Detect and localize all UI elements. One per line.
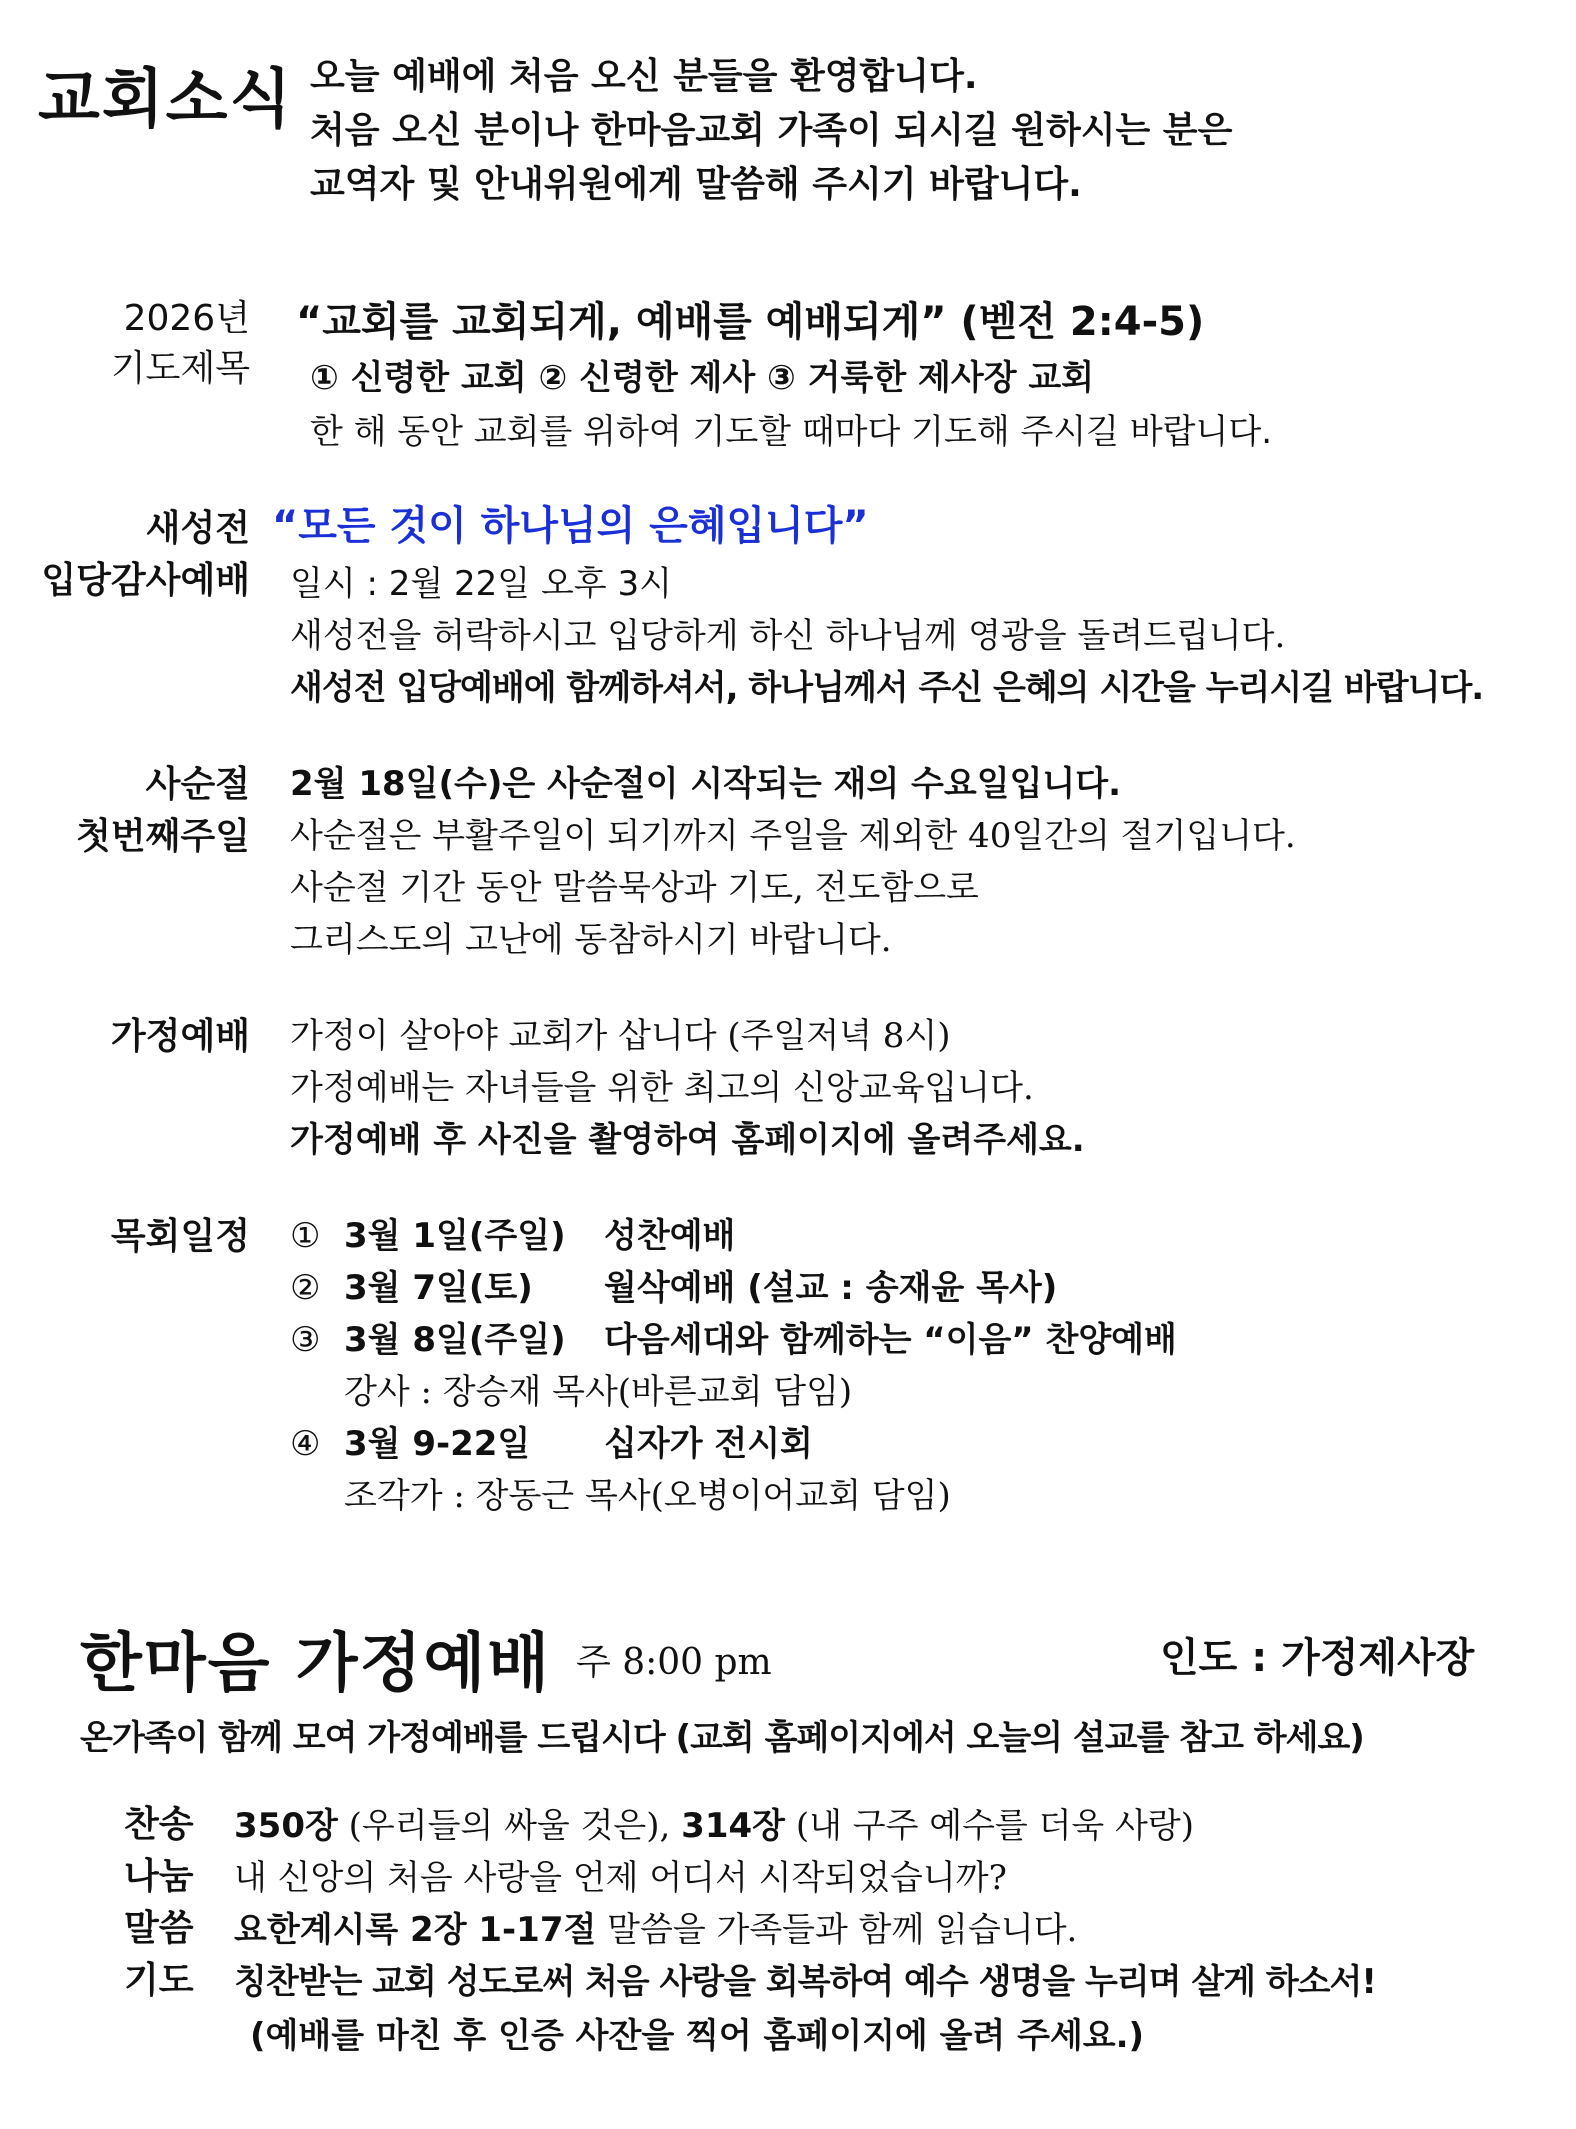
home-worship-time: 주 8:00 pm	[576, 1642, 772, 1683]
home-worship-intro: 온가족이 함께 모여 가정예배를 드립시다 (교회 홈페이지에서 오늘의 설교를 참고 하세요)	[80, 1718, 1364, 1758]
share-question: 내 신앙의 처음 사랑을 언제 어디서 시작되었습니까?	[234, 1858, 1007, 1898]
home-worship-leader: 인도 : 가정제사장	[1160, 1635, 1475, 1681]
hymn-label: 찬송	[124, 1804, 194, 1845]
schedule-item	[290, 1416, 813, 1465]
share-label: 나눔	[124, 1856, 194, 1897]
dedication-line-2: 새성전 입당예배에 함께하셔서, 하나님께서 주신 은혜의 시간을 누리시길 바랍니다.	[290, 668, 1484, 708]
schedule-item-num: ④	[290, 1424, 321, 1464]
schedule-item	[290, 1312, 1177, 1361]
schedule-item-date: 3월 7일(토)	[344, 1268, 533, 1308]
schedule-item-sub: 강사 : 장승재 목사(바른교회 담임)	[344, 1372, 853, 1412]
schedule-item	[290, 1208, 735, 1257]
lent-line-1: 2월 18일(수)은 사순절이 시작되는 재의 수요일입니다.	[290, 764, 1122, 804]
news-title: 교회소식	[38, 63, 294, 137]
word-reference: 요한계시록 2장 1-17절	[234, 1910, 597, 1950]
hymn-a-number: 350장	[234, 1806, 338, 1846]
home-worship-title: 한마음 가정예배	[80, 1627, 552, 1701]
family-line-1: 가정이 살아야 교회가 삽니다 (주일저녁 8시)	[290, 1016, 951, 1056]
dedication-label-2: 입당감사예배	[41, 560, 250, 601]
lent-line-2: 사순절은 부활주일이 되기까지 주일을 제외한 40일간의 절기입니다.	[290, 816, 1296, 856]
prayer-item-text: 칭찬받는 교회 성도로써 처음 사랑을 회복하여 예수 생명을 누리며 살게 하소서!	[234, 1962, 1376, 2002]
hymn-b-number: 314장	[681, 1806, 785, 1846]
dedication-label-1: 새성전	[145, 508, 250, 549]
prayer-theme: “교회를 교회되게, 예배를 예배되게” (벧전 2:4-5)	[296, 299, 1205, 345]
hymn-line	[234, 1798, 1194, 1847]
hymn-a-title: (우리들의 싸울 것은),	[348, 1806, 671, 1846]
schedule-item-event: 성찬예배	[604, 1216, 736, 1256]
word-line	[234, 1902, 1077, 1951]
prayer-label-year: 2026년	[123, 298, 250, 339]
dedication-headline: “모든 것이 하나님의 은혜입니다”	[272, 503, 869, 549]
prayer-points: ① 신령한 교회 ② 신령한 제사 ③ 거룩한 제사장 교회	[310, 358, 1095, 398]
home-worship-footer: (예배를 마친 후 인증 사잔을 찍어 홈페이지에 올려 주세요.)	[250, 2016, 1145, 2056]
dedication-datetime: 일시 : 2월 22일 오후 3시	[290, 564, 672, 604]
family-line-3: 가정예배 후 사진을 촬영하여 홈페이지에 올려주세요.	[290, 1120, 1085, 1160]
schedule-item-sub: 조각가 : 장동근 목사(오병이어교회 담임)	[344, 1476, 951, 1516]
lent-label-1: 사순절	[145, 764, 250, 805]
schedule-item	[290, 1260, 1057, 1309]
prayer-item-label: 기도	[124, 1960, 194, 2001]
schedule-item-date: 3월 8일(주일)	[344, 1320, 566, 1360]
prayer-label-title: 기도제목	[110, 348, 250, 389]
lent-label-2: 첫번째주일	[76, 816, 250, 857]
schedule-item-event: 다음세대와 함께하는 “이음” 찬양예배	[604, 1320, 1177, 1360]
schedule-item-date: 3월 1일(주일)	[344, 1216, 566, 1256]
schedule-item-event: 월삭예배 (설교 : 송재윤 목사)	[604, 1268, 1058, 1308]
welcome-line-1: 오늘 예배에 처음 오신 분들을 환영합니다.	[310, 56, 978, 97]
schedule-item-num: ③	[290, 1320, 321, 1360]
welcome-line-3: 교역자 및 안내위원에게 말씀해 주시기 바랍니다.	[310, 164, 1082, 205]
prayer-note: 한 해 동안 교회를 위하여 기도할 때마다 기도해 주시길 바랍니다.	[310, 412, 1273, 452]
lent-line-4: 그리스도의 고난에 동참하시기 바랍니다.	[290, 920, 892, 960]
welcome-line-2: 처음 오신 분이나 한마음교회 가족이 되시길 원하시는 분은	[310, 110, 1233, 151]
schedule-item-event: 십자가 전시회	[604, 1424, 813, 1464]
hymn-b-title: (내 구주 예수를 더욱 사랑)	[795, 1806, 1195, 1846]
schedule-label: 목회일정	[110, 1216, 250, 1257]
schedule-item-num: ①	[290, 1216, 321, 1256]
schedule-item-date: 3월 9-22일	[344, 1424, 531, 1464]
family-line-2: 가정예배는 자녀들을 위한 최고의 신앙교육입니다.	[290, 1068, 1034, 1108]
dedication-line-1: 새성전을 허락하시고 입당하게 하신 하나님께 영광을 돌려드립니다.	[290, 616, 1286, 656]
word-instruction: 말씀을 가족들과 함께 읽습니다.	[607, 1910, 1078, 1950]
word-label: 말씀	[124, 1908, 194, 1949]
schedule-item-num: ②	[290, 1268, 321, 1308]
lent-line-3: 사순절 기간 동안 말씀묵상과 기도, 전도함으로	[290, 868, 979, 908]
family-label: 가정예배	[110, 1016, 250, 1057]
